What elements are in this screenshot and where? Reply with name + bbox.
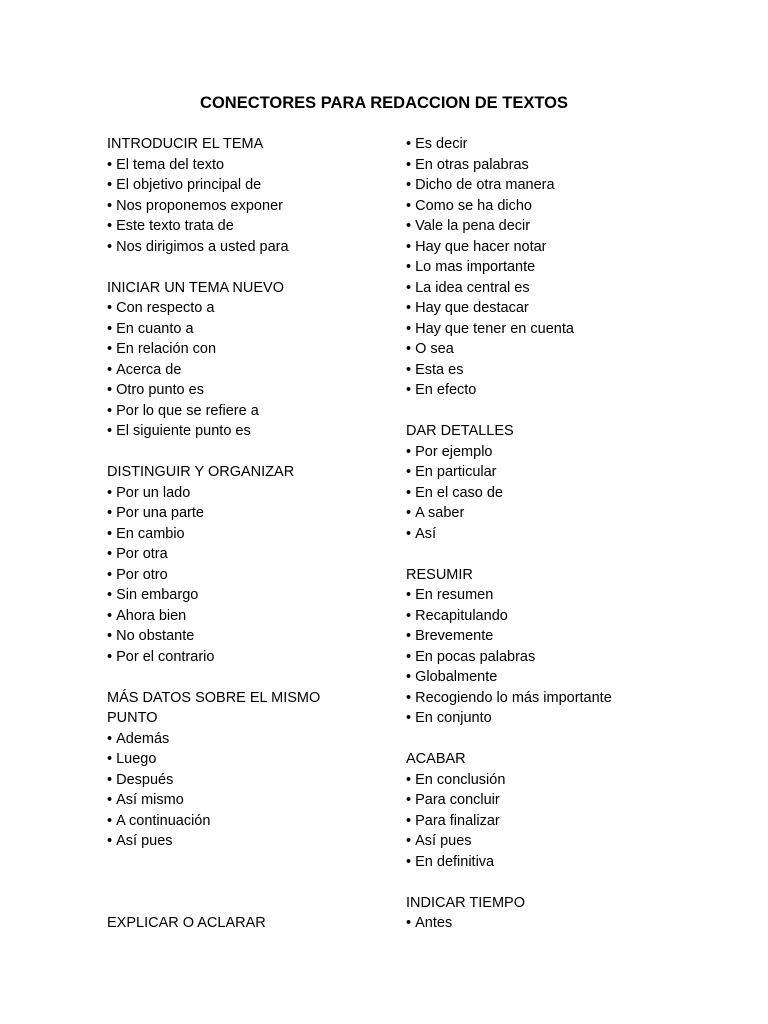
list-item: • Recogiendo lo más importante <box>406 688 706 709</box>
list-item: • Por una parte <box>107 503 347 524</box>
list-item: • No obstante <box>107 626 347 647</box>
list-item: • Este texto trata de <box>107 216 347 237</box>
list-item: • El siguiente punto es <box>107 421 347 442</box>
list-item: • Ahora bien <box>107 606 347 627</box>
list-item: • Globalmente <box>406 667 706 688</box>
section-mas-datos <box>107 688 347 852</box>
section-heading: INDICAR TIEMPO <box>406 894 525 911</box>
list-item: • A saber <box>406 503 706 524</box>
section-heading: RESUMIR <box>406 566 473 583</box>
list-item: • Nos proponemos exponer <box>107 196 347 217</box>
list-item: • En cuanto a <box>107 319 347 340</box>
list-item: • En cambio <box>107 524 347 545</box>
list-item: • Dicho de otra manera <box>406 175 706 196</box>
list-item: • Por el contrario <box>107 647 347 668</box>
list-item: • La idea central es <box>406 278 706 299</box>
list-item: • En otras palabras <box>406 155 706 176</box>
list-item: • Luego <box>107 749 347 770</box>
list-item: • En pocas palabras <box>406 647 706 668</box>
section-indicar-tiempo <box>406 893 706 934</box>
list-item: • Por otro <box>107 565 347 586</box>
list-item: • El tema del texto <box>107 155 347 176</box>
list-item: • Con respecto a <box>107 298 347 319</box>
list-item: • En conjunto <box>406 708 706 729</box>
section-explicar-o-aclarar <box>107 913 347 934</box>
section-heading: MÁS DATOS SOBRE EL MISMO PUNTO <box>107 689 321 726</box>
list-item: • Así pues <box>107 831 347 852</box>
list-item: • Recapitulando <box>406 606 706 627</box>
list-item: • El objetivo principal de <box>107 175 347 196</box>
list-item: • Además <box>107 729 347 750</box>
list-item: • En el caso de <box>406 483 706 504</box>
list-item: • En relación con <box>107 339 347 360</box>
section-distinguir-y-organizar <box>107 462 347 667</box>
section-heading: DISTINGUIR Y ORGANIZAR <box>107 464 295 480</box>
list-item: • Hay que tener en cuenta <box>406 319 706 340</box>
list-item: • Hay que destacar <box>406 298 706 319</box>
section-heading: INTRODUCIR EL TEMA <box>107 136 264 152</box>
section-heading: ACABAR <box>406 751 466 767</box>
list-item: • Por un lado <box>107 483 347 504</box>
section-heading: INICIAR UN TEMA NUEVO <box>107 279 284 296</box>
list-item: • A continuación <box>107 811 347 832</box>
list-item: • Hay que hacer notar <box>406 237 706 258</box>
list-item: • Vale la pena decir <box>406 216 706 237</box>
right-column <box>406 134 706 954</box>
list-item: • Acerca de <box>107 360 347 381</box>
section-introducir-el-tema <box>107 134 347 257</box>
list-item: • Como se ha dicho <box>406 196 706 217</box>
list-item: • Otro punto es <box>107 380 347 401</box>
section-acabar <box>406 749 706 872</box>
list-item: • Así mismo <box>107 790 347 811</box>
list-item: • En resumen <box>406 585 706 606</box>
list-item: • Para finalizar <box>406 811 706 832</box>
list-item: • O sea <box>406 339 706 360</box>
list-item: • Lo mas importante <box>406 257 706 278</box>
list-item: • En efecto <box>406 380 706 401</box>
document-title: CONECTORES PARA REDACCION DE TEXTOS <box>200 94 568 112</box>
section-heading: DAR DETALLES <box>406 423 514 439</box>
section-dar-detalles <box>406 421 706 544</box>
list-item: • Antes <box>406 913 706 934</box>
blank-space <box>107 872 347 913</box>
list-item: • Por otra <box>107 544 347 565</box>
list-item: • Para concluir <box>406 790 706 811</box>
list-item: • Por ejemplo <box>406 442 706 463</box>
section-explicar-continuacion <box>406 134 706 401</box>
list-item: • Después <box>107 770 347 791</box>
left-column <box>107 134 347 954</box>
list-item: • Esta es <box>406 360 706 381</box>
list-item: • Así <box>406 524 706 545</box>
section-heading: EXPLICAR O ACLARAR <box>107 915 266 931</box>
list-item: • Brevemente <box>406 626 706 647</box>
list-item: • En definitiva <box>406 852 706 873</box>
list-item: • Por lo que se refiere a <box>107 401 347 422</box>
list-item: • Es decir <box>406 134 706 155</box>
list-item: • Así pues <box>406 831 706 852</box>
list-item: • En particular <box>406 462 706 483</box>
section-resumir <box>406 565 706 729</box>
section-iniciar-un-tema-nuevo <box>107 278 347 442</box>
list-item: • En conclusión <box>406 770 706 791</box>
list-item: • Nos dirigimos a usted para <box>107 237 347 258</box>
list-item: • Sin embargo <box>107 585 347 606</box>
